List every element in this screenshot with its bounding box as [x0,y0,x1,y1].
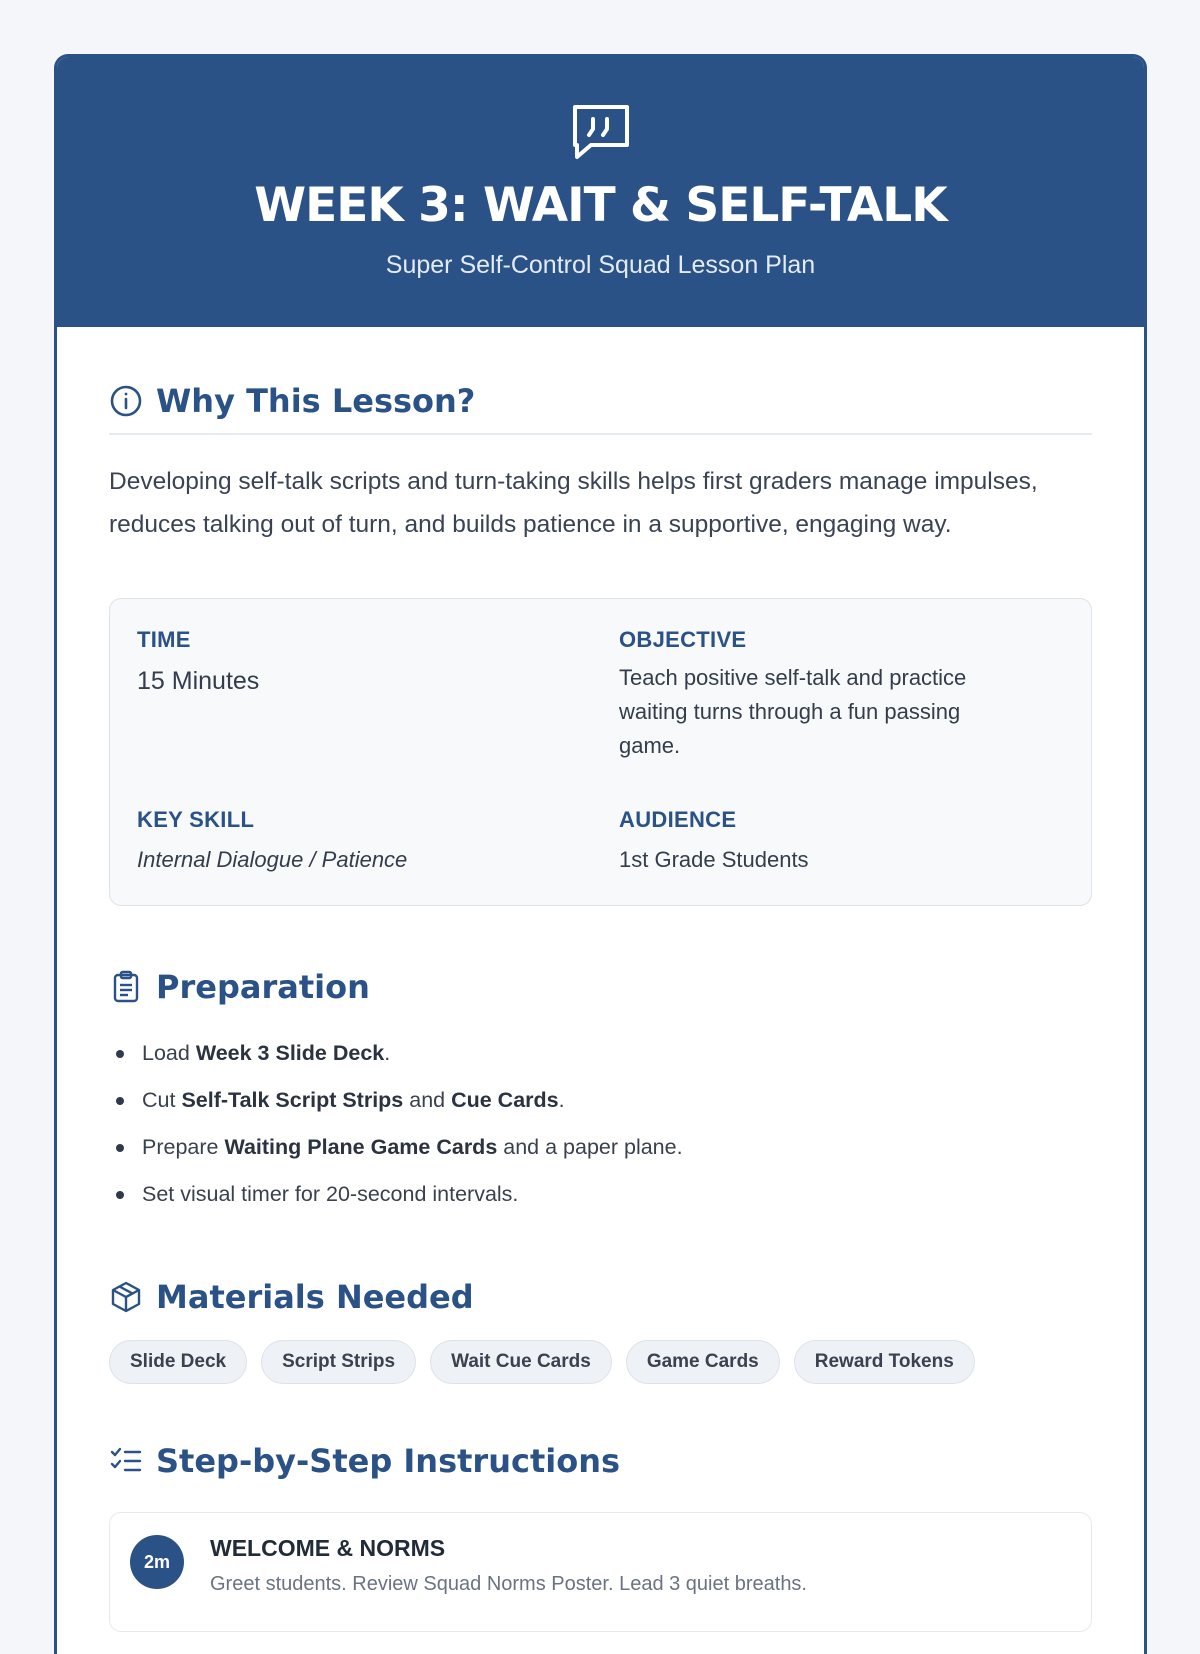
skill-value: Internal Dialogue / Patience [137,847,408,872]
material-chip: Script Strips [261,1340,416,1384]
lesson-header [57,57,1144,327]
why-text: Developing self-talk scripts and turn-taking skills helps first graders manage impulses, reduces talking out of turn, and builds patience in a supportive, engaging way. [109,468,1038,538]
material-chip: Game Cards [626,1340,780,1384]
material-chip: Wait Cue Cards [430,1340,612,1384]
clipboard-icon [109,970,143,1004]
box-icon [109,1280,143,1314]
objective-cell [619,627,1019,763]
step-description: Greet students. Review Squad Norms Poster. Lead 3 quiet breaths. [210,1573,807,1595]
skill-cell [137,807,407,873]
step-duration-badge: 2m [130,1535,184,1589]
material-chip: Reward Tokens [794,1340,975,1384]
time-value: 15 Minutes [137,667,260,695]
steps-heading [109,1440,1092,1482]
why-section-heading [109,381,1092,421]
preparation-title: Preparation [156,968,370,1006]
audience-value: 1st Grade Students [619,847,809,872]
section-divider [109,433,1092,435]
preparation-heading [109,966,1092,1008]
audience-label: AUDIENCE [619,807,737,832]
page-title: WEEK 3: WAIT & SELF-TALK [254,178,947,233]
lesson-info-box [109,598,1092,906]
why-title: Why This Lesson? [156,382,476,420]
materials-heading [109,1276,1092,1318]
list-item: Set visual timer for 20-second intervals. [109,1171,1092,1218]
list-item: Cut Self-Talk Script Strips and Cue Cards. [109,1077,1092,1124]
audience-cell [619,807,809,873]
skill-label: KEY SKILL [137,807,255,832]
list-item: Load Week 3 Slide Deck. [109,1030,1092,1077]
info-icon [109,384,143,418]
lesson-content [57,381,1144,1632]
time-label: TIME [137,627,191,652]
steps-title: Step-by-Step Instructions [156,1442,621,1480]
step-card [109,1512,1092,1632]
quote-bubble-icon [569,101,633,163]
preparation-list [109,1030,1092,1218]
checklist-icon [109,1444,143,1478]
objective-label: OBJECTIVE [619,627,747,652]
material-chip: Slide Deck [109,1340,247,1384]
materials-title: Materials Needed [156,1278,474,1316]
list-item: Prepare Waiting Plane Game Cards and a paper plane. [109,1124,1092,1171]
step-title: WELCOME & NORMS [210,1535,446,1561]
objective-value: Teach positive self-talk and practice waiting turns through a fun passing game. [619,665,967,758]
materials-chips [109,1340,1092,1384]
lesson-card [54,54,1147,1654]
page-subtitle: Super Self-Control Squad Lesson Plan [385,251,816,279]
time-cell [137,627,259,696]
